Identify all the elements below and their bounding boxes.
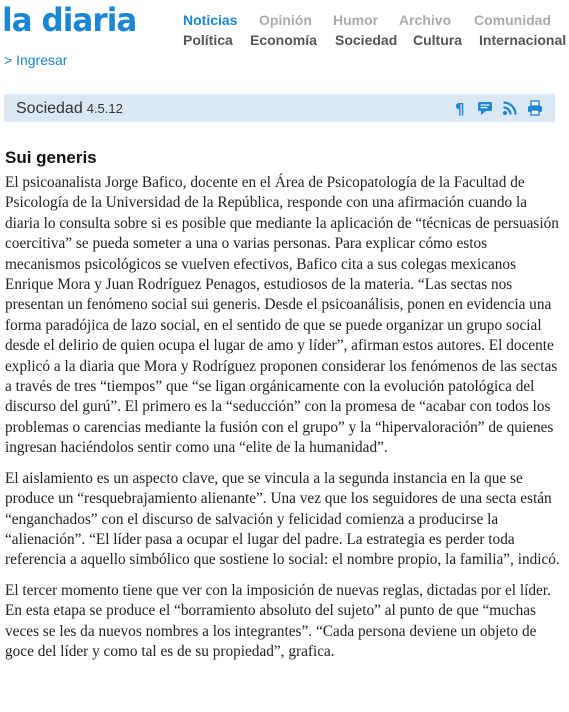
comments-icon[interactable] xyxy=(477,100,493,116)
section-bar xyxy=(4,94,555,122)
article-tools xyxy=(452,99,543,117)
nav-secondary-row xyxy=(183,32,569,52)
nav-internacional[interactable]: Internacional xyxy=(479,32,567,48)
nav-economia[interactable]: Economía xyxy=(250,32,317,48)
article-body xyxy=(5,173,560,672)
nav-sociedad[interactable]: Sociedad xyxy=(335,32,398,48)
section-date: 4.5.12 xyxy=(86,101,123,116)
article-paragraph: El aislamiento es un aspecto clave, que se vincula a la segunda instancia en la que se produce un “resquebrajamiento alienante”. Una vez que los seguidores de una secta están “enganchados” con el discurso de salvación y felicidad comienza a producirse la “alienación”. “El líder pasa a ocupar el lugar del padre. La estrategia es perder toda referencia a aquello simbólico que sostiene lo social: el nombre propio, la familia”, indicó. xyxy=(5,469,560,569)
nav-comunidad[interactable]: Comunidad xyxy=(474,12,551,28)
nav-opinion[interactable]: Opinión xyxy=(259,12,312,28)
login-link[interactable] xyxy=(4,52,67,68)
nav-archivo[interactable]: Archivo xyxy=(399,12,452,28)
rss-icon[interactable] xyxy=(502,100,518,116)
nav-cultura[interactable]: Cultura xyxy=(413,32,462,48)
article-paragraph: El psicoanalista Jorge Bafico, docente en el Área de Psicopatología de la Facultad de Psicología de la Universidad de la República, responde con una afirmación cuando la diaria lo consulta sobre si es posible que mediante la aplicación de “técnicas de persuasión coercitiva” se pueda someter a una o varias personas. Para explicar cómo estos mecanismos psicológicos se vuelven efectivos, Bafico cita a sus colegas mexicanos Enrique Mora y Juan Rodríguez Penagos, estudiosos de la materia. “Las sectas nos presentan un fenómeno social sui generis. Desde el psicoanálisis, ponen en evidencia una forma paradójica de lazo social, en el sentido de que se puede organizar un grupo social desde el delirio de quien ocupa el lugar de amo y líder”, afirman estos autores. El docente explicó a la diaria que Mora y Rodríguez proponen considerar los fenómenos de las sectas a través de tres “tiempos” que “se ligan orgánicamente con la evolución patológica del discurso del gurú”. El primero es la “seducción” con la promesa de “acabar con todos los problemas o carencias mediante la fusión con el grupo” y la “hipervaloración” de quienes ingresan haciéndolos sentir como una “elite de la humanidad”. xyxy=(5,174,559,457)
svg-text:¶: ¶ xyxy=(455,100,465,116)
site-logo[interactable]: la diaria xyxy=(2,1,137,39)
nav-noticias[interactable]: Noticias xyxy=(183,12,238,28)
article-title: Sui generis xyxy=(5,148,97,167)
nav-humor[interactable]: Humor xyxy=(333,12,379,28)
print-icon[interactable] xyxy=(527,100,543,116)
login-prefix: > xyxy=(4,52,17,68)
main-nav xyxy=(183,12,569,52)
section-name[interactable]: Sociedad xyxy=(16,100,83,117)
permalink-icon[interactable] xyxy=(452,100,468,116)
article-paragraph: El tercer momento tiene que ver con la imposición de nuevas reglas, dictadas por el líder. En esta etapa se produce el “borramiento absoluto del sujeto” al punto de que “muchas veces se les da nuevos nombres a los integrantes”. “Cada persona deviene un objeto de goce del líder y como tal es de su propiedad”, grafica. xyxy=(5,581,551,660)
login-label: Ingresar xyxy=(16,52,68,68)
nav-primary-row xyxy=(183,12,569,32)
section-heading xyxy=(16,100,123,118)
nav-politica[interactable]: Política xyxy=(183,32,233,48)
